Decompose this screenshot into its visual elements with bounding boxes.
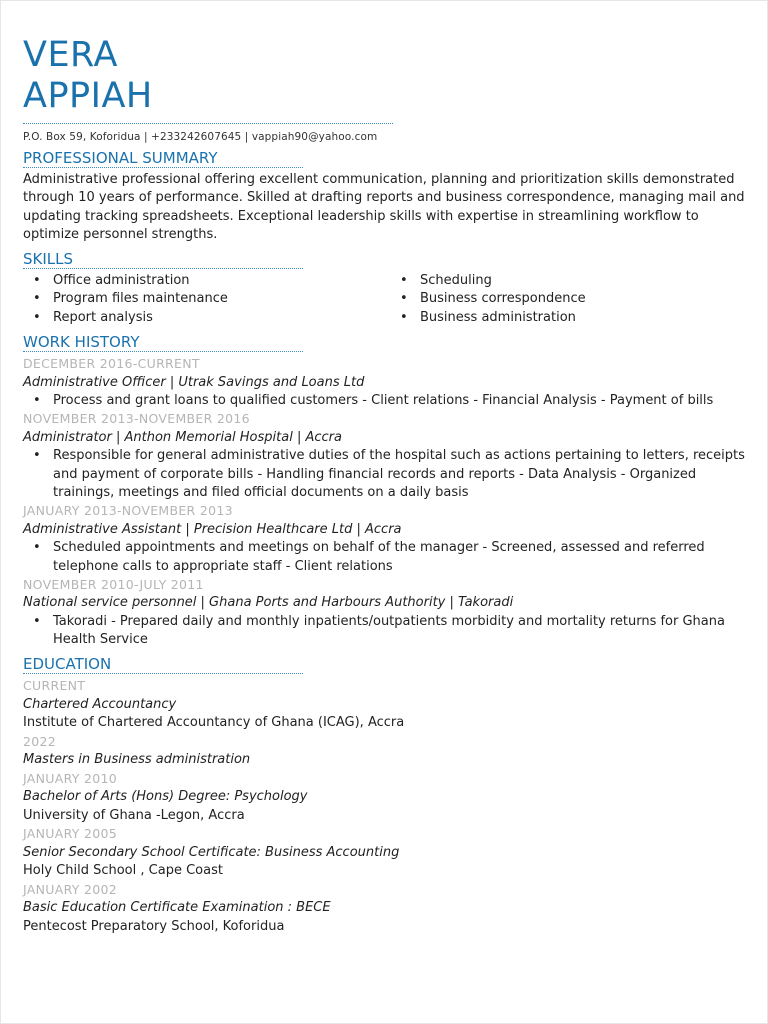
name-divider bbox=[23, 123, 393, 124]
skills-right-list bbox=[390, 272, 757, 327]
education-degree: Basic Education Certificate Examination : BECE bbox=[23, 900, 331, 916]
name-last: APPIAH bbox=[23, 76, 153, 116]
job-title: Administrative Assistant | Precision Healthcare Ltd | Accra bbox=[23, 521, 402, 537]
education-date: JANUARY 2002 bbox=[23, 881, 117, 897]
job-title: National service personnel | Ghana Ports and Harbours Authority | Takoradi bbox=[23, 595, 514, 611]
job-title: Administrative Officer | Utrak Savings and Loans Ltd bbox=[23, 374, 365, 390]
education-date: JANUARY 2010 bbox=[23, 770, 117, 786]
education-entry bbox=[23, 733, 757, 770]
summary-divider bbox=[23, 167, 303, 168]
work-history-heading: WORK HISTORY bbox=[23, 333, 140, 352]
skills-columns bbox=[23, 272, 757, 327]
work-history-section bbox=[23, 333, 757, 649]
education-degree: Masters in Business administration bbox=[23, 752, 251, 768]
education-entry bbox=[23, 770, 757, 826]
education-date: 2022 bbox=[23, 733, 57, 749]
job-date: NOVEMBER 2010-JULY 2011 bbox=[23, 576, 204, 592]
education-entry bbox=[23, 881, 757, 937]
education-date: CURRENT bbox=[23, 678, 86, 694]
work-history-divider bbox=[23, 351, 303, 352]
education-heading: EDUCATION bbox=[23, 655, 112, 674]
skills-left-list bbox=[23, 272, 390, 327]
education-degree: Bachelor of Arts (Hons) Degree: Psychology bbox=[23, 789, 308, 805]
job-date: JANUARY 2013-NOVEMBER 2013 bbox=[23, 503, 233, 519]
job-entry bbox=[23, 576, 757, 650]
job-duty: • Process and grant loans to qualified customers - Client relations - Financial Analysis - Payment of bills bbox=[23, 392, 757, 410]
summary-heading: PROFESSIONAL SUMMARY bbox=[23, 149, 218, 167]
summary-section bbox=[23, 149, 757, 244]
candidate-name bbox=[23, 35, 757, 117]
resume-content bbox=[23, 35, 757, 936]
skills-heading: SKILLS bbox=[23, 250, 74, 269]
job-duty: • Responsible for general administrative duties of the hospital such as actions pertaining to letters, receipts and payment of corporate bills - Handling financial records and reports - Data Analysis - Organized trainings, meetings and filed official documents on a daily basis bbox=[23, 447, 757, 502]
contact-line: P.O. Box 59, Koforidua | +233242607645 | vappiah90@yahoo.com bbox=[23, 131, 378, 143]
education-degree: Senior Secondary School Certificate: Business Accounting bbox=[23, 844, 400, 860]
skill-item: • Report analysis bbox=[23, 309, 390, 327]
education-entry bbox=[23, 825, 757, 881]
skills-section bbox=[23, 250, 757, 327]
skill-item: • Business correspondence bbox=[390, 290, 757, 308]
job-date: DECEMBER 2016-CURRENT bbox=[23, 356, 200, 372]
job-title: Administrator | Anthon Memorial Hospital | Accra bbox=[23, 429, 342, 445]
job-date: NOVEMBER 2013-NOVEMBER 2016 bbox=[23, 411, 250, 427]
education-degree: Chartered Accountancy bbox=[23, 696, 177, 712]
skill-item: • Scheduling bbox=[390, 272, 757, 290]
skills-divider bbox=[23, 268, 303, 269]
education-section bbox=[23, 655, 757, 936]
skill-item: • Business administration bbox=[390, 309, 757, 327]
skill-item: • Program files maintenance bbox=[23, 290, 390, 308]
education-entry bbox=[23, 677, 757, 733]
job-entry bbox=[23, 355, 757, 410]
education-divider bbox=[23, 673, 303, 674]
job-entry bbox=[23, 502, 757, 576]
job-entry bbox=[23, 410, 757, 502]
education-school: Holy Child School , Cape Coast bbox=[23, 863, 223, 879]
education-school: University of Ghana -Legon, Accra bbox=[23, 807, 245, 823]
education-date: JANUARY 2005 bbox=[23, 826, 117, 842]
name-first: VERA bbox=[23, 35, 118, 75]
skill-item: • Office administration bbox=[23, 272, 390, 290]
education-school: Pentecost Preparatory School, Koforidua bbox=[23, 918, 285, 934]
job-duty: • Takoradi - Prepared daily and monthly inpatients/outpatients morbidity and mortality returns for Ghana Health Service bbox=[23, 613, 757, 650]
education-school: Institute of Chartered Accountancy of Ghana (ICAG), Accra bbox=[23, 715, 405, 731]
summary-text: Administrative professional offering excellent communication, planning and prioritization skills demonstrated through 10 years of performance. Skilled at drafting reports and business correspondence, managing mail and updating tracking spreadsheets. Exceptional leadership skills with expertise in streamlining workflow to optimize personnel strengths. bbox=[23, 172, 745, 242]
job-duty: • Scheduled appointments and meetings on behalf of the manager - Screened, assessed and referred telephone calls to appropriate staff - Client relations bbox=[23, 539, 757, 576]
